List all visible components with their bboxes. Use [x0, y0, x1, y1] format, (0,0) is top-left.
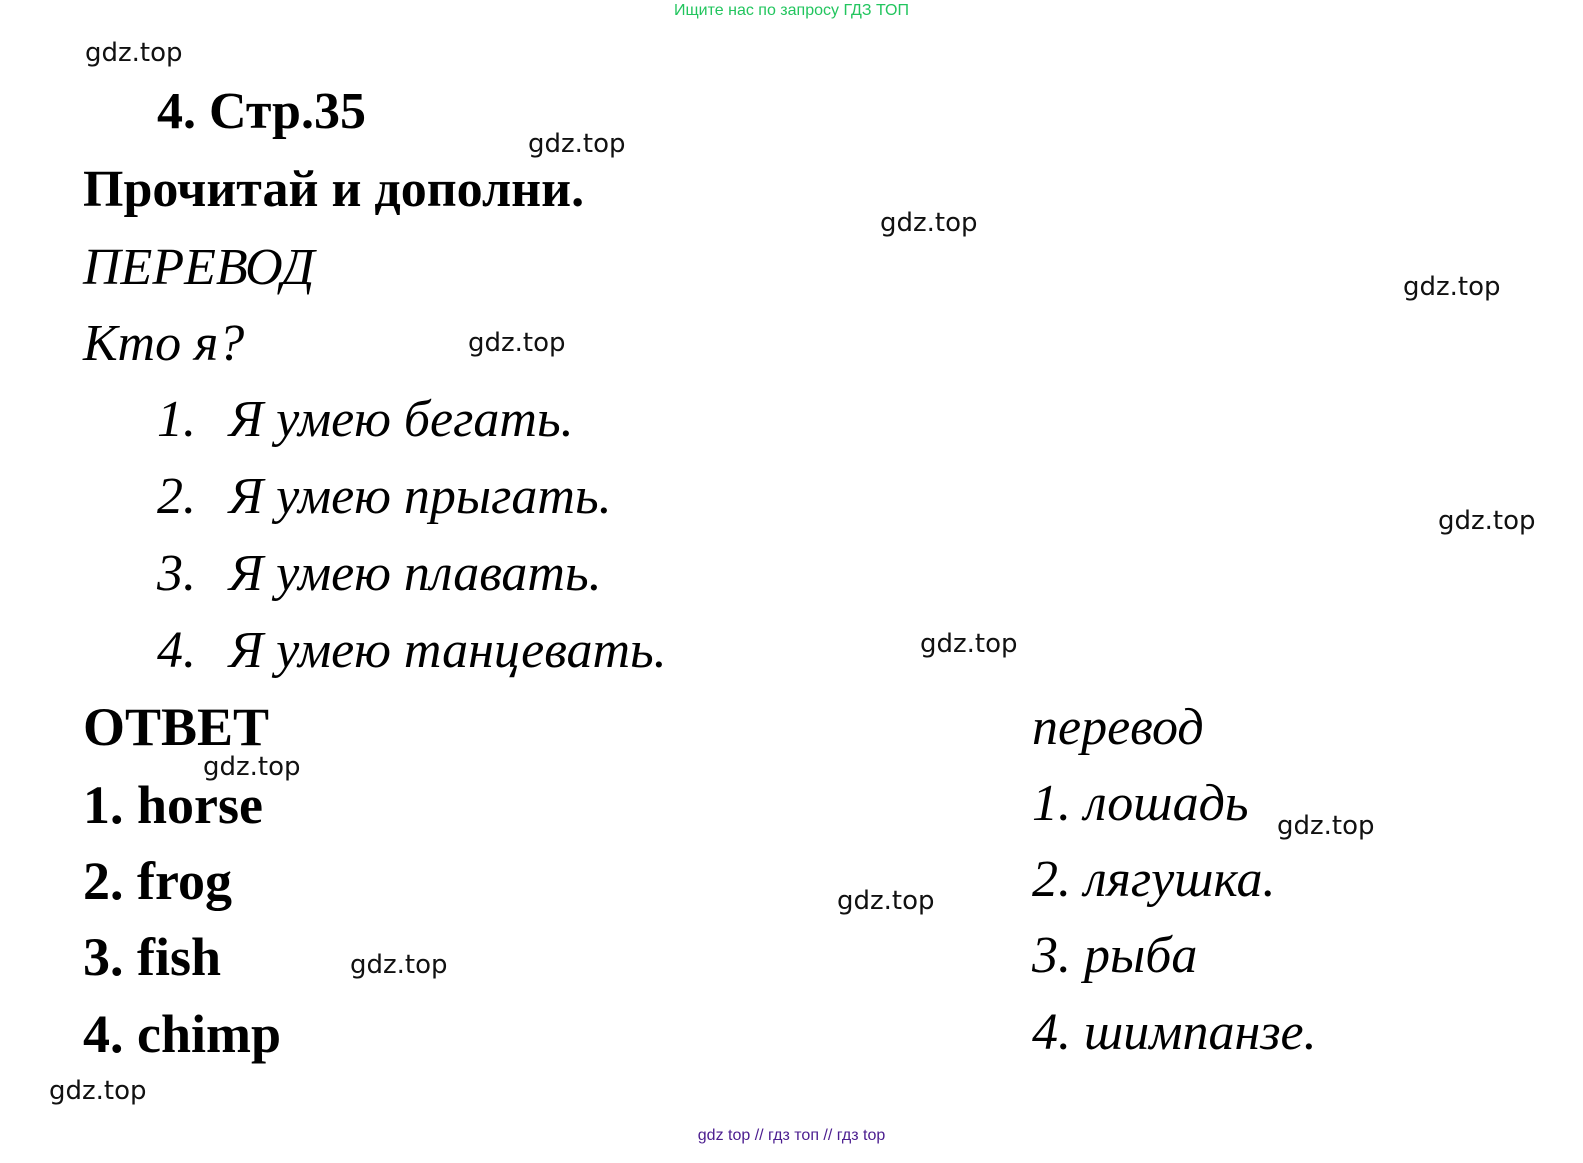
list-item-text: Я умею плавать.	[229, 545, 602, 602]
list-item-text: Я умею бегать.	[229, 391, 574, 448]
list-item-number: 3.	[157, 545, 196, 602]
answer-label: ОТВЕТ	[83, 697, 270, 757]
answer-translation-item: 2. лягушка.	[1032, 851, 1276, 908]
answer-item: 1. horse	[83, 775, 263, 835]
watermark: gdz.top	[203, 752, 301, 782]
watermark: gdz.top	[49, 1076, 147, 1106]
answer-item: 4. chimp	[83, 1004, 282, 1064]
list-item	[157, 467, 612, 526]
list-item	[157, 621, 667, 680]
answer-translation-item: 3. рыба	[1032, 927, 1198, 984]
watermark: gdz.top	[1277, 811, 1375, 841]
answer-translation-label: перевод	[1032, 699, 1204, 756]
list-item	[157, 390, 574, 449]
list-item-text: Я умею танцевать.	[229, 622, 667, 679]
watermark: gdz.top	[1403, 272, 1501, 302]
answer-translation-item: 1. лошадь	[1032, 775, 1249, 832]
watermark: gdz.top	[837, 886, 935, 916]
list-item-number: 2.	[157, 468, 196, 525]
answer-item: 2. frog	[83, 851, 232, 911]
list-item-number: 1.	[157, 391, 196, 448]
list-item	[157, 544, 602, 603]
list-item-text: Я умею прыгать.	[229, 468, 612, 525]
page-title: 4. Стр.35	[157, 83, 366, 140]
watermark: gdz.top	[468, 328, 566, 358]
question: Кто я?	[83, 315, 245, 372]
watermark: gdz.top	[1438, 506, 1536, 536]
answer-translation-item: 4. шимпанзе.	[1032, 1004, 1317, 1061]
watermark: gdz.top	[920, 629, 1018, 659]
watermark: gdz.top	[85, 38, 183, 68]
answer-item: 3. fish	[83, 927, 222, 987]
footer-links[interactable]: gdz top // гдз топ // гдз top	[697, 1127, 886, 1144]
list-item-number: 4.	[157, 622, 196, 679]
watermark: gdz.top	[350, 950, 448, 980]
instruction: Прочитай и дополни.	[83, 161, 585, 218]
watermark: gdz.top	[880, 208, 978, 238]
translation-label: ПЕРЕВОД	[83, 239, 315, 296]
watermark: gdz.top	[528, 129, 626, 159]
top-banner: Ищите нас по запросу ГДЗ ТОП	[674, 2, 909, 19]
